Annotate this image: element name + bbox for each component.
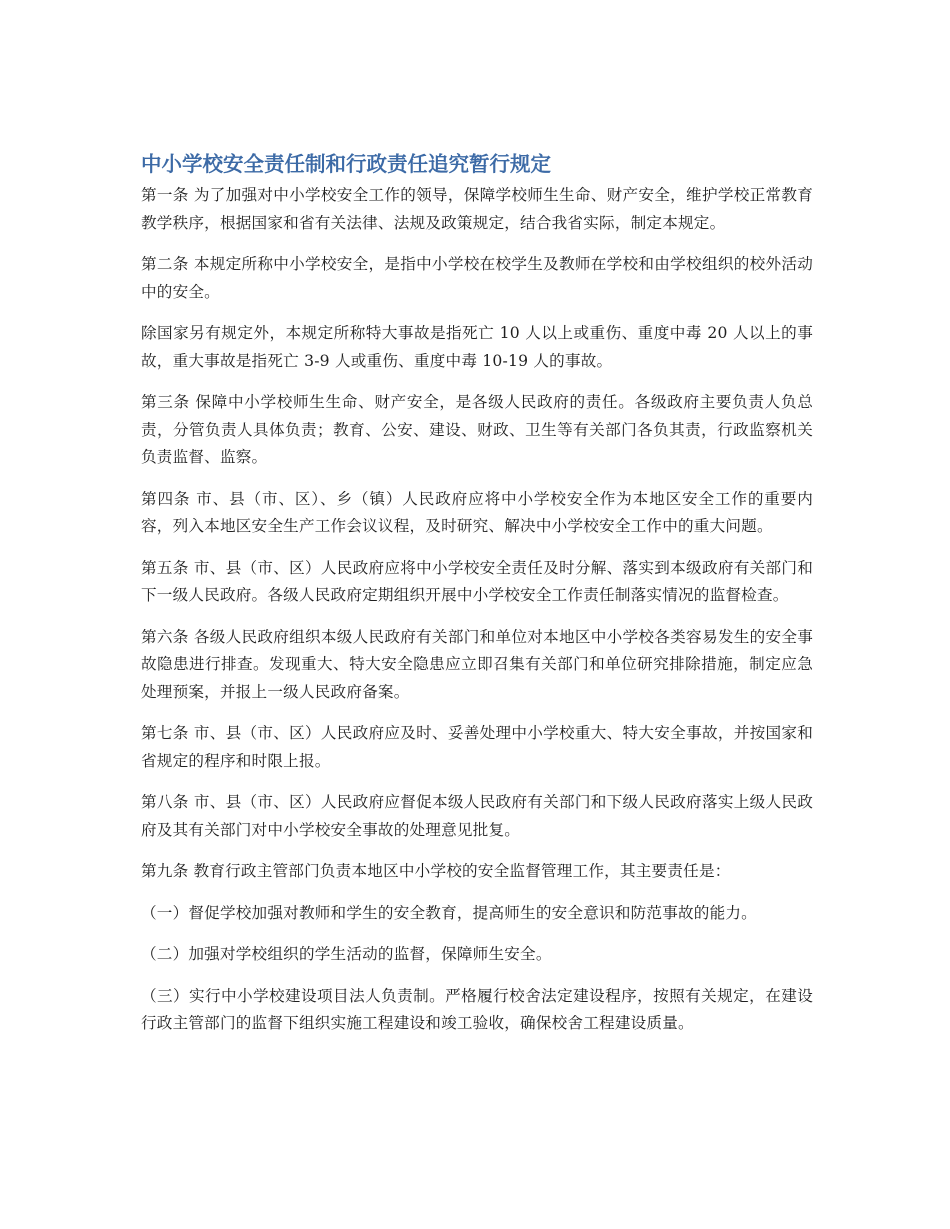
- paragraph-article-9-item-3: （三）实行中小学校建设项目法人负责制。严格履行校舍法定建设程序，按照有关规定，在建设行政主管部门的监督下组织实施工程建设和竣工验收，确保校舍工程建设质量。: [141, 986, 813, 1032]
- paragraph-article-7: 第七条 市、县（市、区）人民政府应及时、妥善处理中小学校重大、特大安全事故，并按国家和省规定的程序和时限上报。: [141, 724, 813, 770]
- paragraph-article-3: 第三条 保障中小学校师生生命、财产安全，是各级人民政府的责任。各级政府主要负责人负总责，分管负责人具体负责；教育、公安、建设、财政、卫生等有关部门各负其责，行政监察机关负责监督、监察。: [141, 393, 813, 466]
- paragraph-article-9: 第九条 教育行政主管部门负责本地区中小学校的安全监督管理工作，其主要责任是：: [141, 862, 731, 880]
- paragraph-article-8: 第八条 市、县（市、区）人民政府应督促本级人民政府有关部门和下级人民政府落实上级人民政府及其有关部门对中小学校安全事故的处理意见批复。: [141, 793, 813, 839]
- paragraph-article-4: 第四条 市、县（市、区）、乡（镇）人民政府应将中小学校安全作为本地区安全工作的重要内容，列入本地区安全生产工作会议议程，及时研究、解决中小学校安全工作中的重大问题。: [141, 489, 813, 535]
- paragraph-article-5: 第五条 市、县（市、区）人民政府应将中小学校安全责任及时分解、落实到本级政府有关部门和下一级人民政府。各级人民政府定期组织开展中小学校安全工作责任制落实情况的监督检查。: [141, 558, 813, 604]
- document-page: [141, 148, 813, 1052]
- paragraph-article-1: 第一条 为了加强对中小学校安全工作的领导，保障学校师生生命、财产安全，维护学校正常教育教学秩序，根据国家和省有关法律、法规及政策规定，结合我省实际，制定本规定。: [141, 186, 813, 232]
- paragraph-article-9-item-1: （一）督促学校加强对教师和学生的安全教育，提高师生的安全意识和防范事故的能力。: [141, 903, 757, 922]
- paragraph-article-9-item-2: （二）加强对学校组织的学生活动的监督，保障师生安全。: [141, 945, 552, 963]
- paragraph-article-2: 第二条 本规定所称中小学校安全，是指中小学校在校学生及教师在学校和由学校组织的校外活动中的安全。: [141, 255, 813, 301]
- paragraph-article-6: 第六条 各级人民政府组织本级人民政府有关部门和单位对本地区中小学校各类容易发生的安全事故隐患进行排查。发现重大、特大安全隐患应立即召集有关部门和单位研究排除措施，制定应急处理预案，并报上一级人民政府备案。: [141, 627, 813, 701]
- paragraph-accident-definition: 除国家另有规定外，本规定所称特大事故是指死亡 10 人以上或重伤、重度中毒 20 人以上的事故，重大事故是指死亡 3-9 人或重伤、重度中毒 10-19 人的事故。: [141, 324, 813, 370]
- document-title: 中小学校安全责任制和行政责任追究暂行规定: [141, 152, 551, 176]
